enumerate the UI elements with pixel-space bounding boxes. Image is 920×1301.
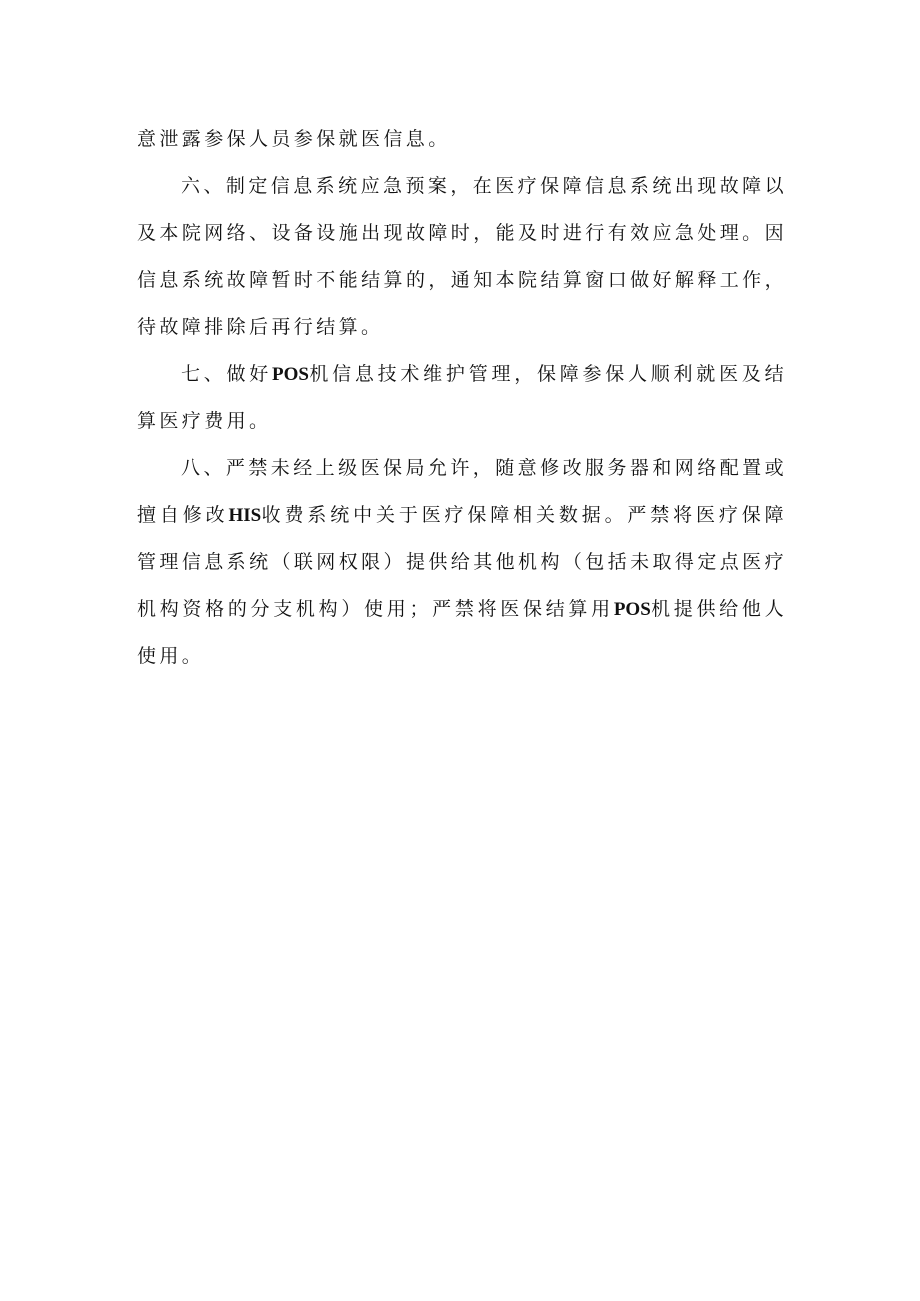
paragraph-text: 收费系统中关于医疗保障相关数据。严禁将医疗保障管理信息系统（联网权限）提供给其他机构（包括未取得定点医疗机构资格的分支机构）使用；严禁将医保结算用 [137, 504, 787, 620]
paragraph-text: 六、制定信息系统应急预案，在医疗保障信息系统出现故障以及本院网络、设备设施出现故障时，能及时进行有效应急处理。因信息系统故障暂时不能结算的，通知本院结算窗口做好解释工作，待故障排除后再行结算。 [137, 175, 787, 338]
paragraph-text: 机信息技术维护管理，保障参保人顺利就医及结算医疗费用。 [137, 363, 787, 432]
paragraph-text: 八、严禁未经上级医保局允许，随意修改服务器和网络配置或擅自修改 [137, 457, 787, 526]
paragraph-item-8 [137, 445, 787, 680]
paragraph-item-6 [137, 163, 787, 351]
paragraph-continuation [137, 116, 787, 163]
paragraph-item-7 [137, 351, 787, 445]
paragraph-text: 七、做好 [181, 363, 273, 385]
paragraph-term: HIS [228, 505, 262, 526]
paragraph-term: POS [613, 599, 651, 620]
paragraph-text: 机提供给他人使用。 [137, 598, 787, 667]
document-body [137, 116, 787, 680]
paragraph-text: 意泄露参保人员参保就医信息。 [137, 128, 451, 150]
paragraph-term: POS [272, 364, 309, 385]
